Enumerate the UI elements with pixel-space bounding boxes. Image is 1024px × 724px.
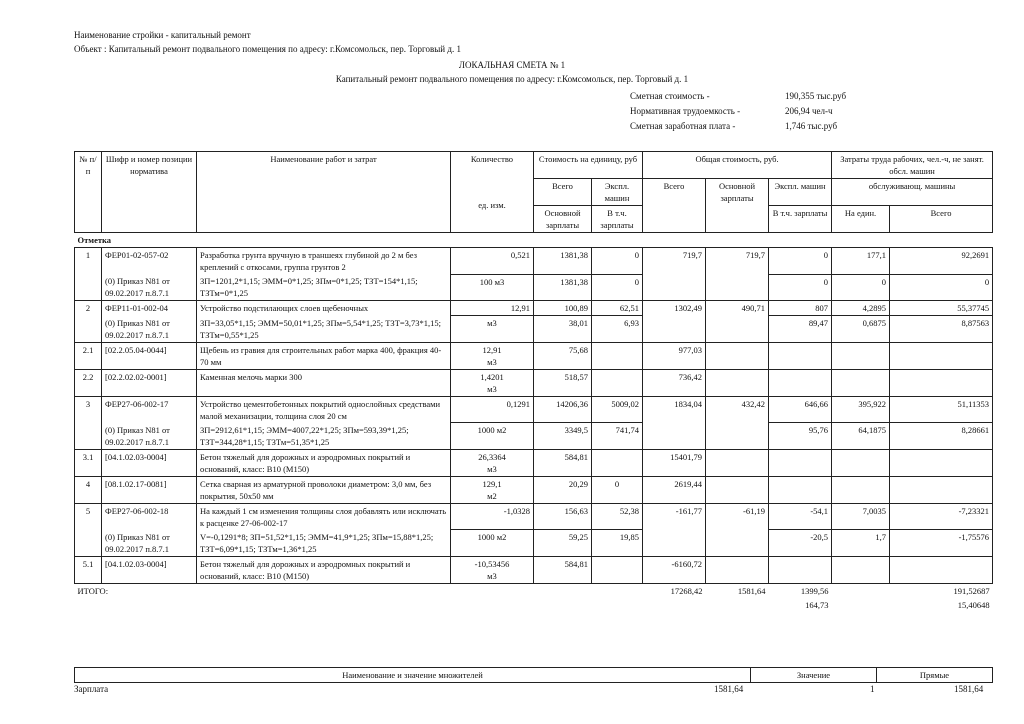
- multipliers-direct-header: Прямые: [877, 668, 993, 683]
- table-row: [75, 423, 993, 450]
- cell-unit-mach: 52,38: [592, 503, 643, 530]
- col-total-incl-header: В т.ч. зарплаты: [769, 206, 832, 233]
- table-row: [75, 556, 993, 583]
- cell-unit-incl: 741,74: [592, 423, 643, 450]
- cell-unit: м3: [487, 356, 497, 367]
- summary-wage-value: 1,746 тыс.руб: [785, 121, 838, 131]
- table-row: [75, 396, 993, 423]
- cell-labor-unit: 177,1: [832, 248, 890, 275]
- table-header-row: [75, 152, 993, 179]
- cell-labor-total: 55,37745: [890, 301, 993, 316]
- table-row: [75, 503, 993, 530]
- cell-labor-total: 51,11353: [890, 396, 993, 423]
- cell-name: Бетон тяжелый для дорожных и аэродромных покрытий и оснований, класс: В10 (М150): [197, 556, 451, 583]
- cell-unit-base: 38,01: [534, 316, 592, 343]
- cell-total-wage: 719,7: [706, 248, 769, 301]
- cell-code: ФЕР01-02-057-02: [102, 248, 197, 275]
- cell-unit-cost: 20,29: [534, 476, 592, 503]
- cell-name: Устройство цементобетонных покрытий однослойных средствами малой механизации, толщина слоя 20 см: [197, 396, 451, 423]
- cell-qty: 0,521: [451, 248, 534, 275]
- table-row: [75, 369, 993, 396]
- cell-labor-total: -7,23321: [890, 503, 993, 530]
- col-total-all-header: Всего: [643, 179, 706, 233]
- cell-unit-mach: 5009,02: [592, 396, 643, 423]
- cell-labor-unit: 0,6875: [832, 316, 890, 343]
- cell-code: (0) Приказ N81 от 09.02.2017 п.8.7.1: [102, 274, 197, 301]
- cell-total-incl: 89,47: [769, 316, 832, 343]
- estimate-subtitle: Капитальный ремонт подвального помещения по адресу: г.Комсомольск, пер. Торговый д. 1: [335, 74, 689, 84]
- cell-name: Сетка сварная из арматурной проволоки диаметром: 3,0 мм, без покрытия, 50х50 мм: [197, 476, 451, 503]
- col-name-header: Наименование работ и затрат: [197, 152, 451, 233]
- cell-unit-cost: 518,57: [534, 369, 592, 396]
- footer-value-1: 1581,64: [714, 684, 744, 694]
- cell-unit-base: 3349,5: [534, 423, 592, 450]
- table-row: [75, 274, 993, 301]
- cell-code: [04.1.02.03-0004]: [102, 556, 197, 583]
- col-unit-header: ед. изм.: [451, 179, 534, 233]
- cell-labor-total: 8,87563: [890, 316, 993, 343]
- cell-total-incl: 0: [769, 274, 832, 301]
- cell-name: ЗП=1201,2*1,15; ЭММ=0*1,25; ЗПм=0*1,25; ТЗТ=154*1,15; ТЗТм=0*1,25: [197, 274, 451, 301]
- section-label: Отметка: [75, 233, 993, 248]
- summary-labor-label: Нормативная трудоемкость -: [630, 106, 741, 116]
- totals-row-2: [75, 598, 993, 612]
- table-row: [75, 248, 993, 275]
- cell-total-cost: 736,42: [643, 369, 706, 396]
- summary-cost-value: 190,355 тыс.руб: [785, 91, 847, 101]
- cell-unit-incl: 0: [592, 274, 643, 301]
- cell-unit: 1000 м2: [451, 530, 534, 557]
- cell-labor-unit: 1,7: [832, 530, 890, 557]
- cell-unit: 100 м3: [451, 274, 534, 301]
- cell-unit-cost: 14206,36: [534, 396, 592, 423]
- cell-name: Щебень из гравия для строительных работ марка 400, фракция 40-70 мм: [197, 342, 451, 369]
- cell-unit-base: 59,25: [534, 530, 592, 557]
- cell-total-incl: 95,76: [769, 423, 832, 450]
- cell-qty: -10,53456: [474, 558, 510, 569]
- col-labor-header: Затраты труда рабочих, чел.-ч, не занят. обсл. машин: [832, 152, 993, 179]
- cell-num: 5.1: [75, 556, 102, 583]
- multipliers-name-header: Наименование и значение множителей: [75, 668, 751, 683]
- totals-mach: 1399,56: [800, 585, 829, 596]
- col-unit-expl-header: Экспл. машин: [592, 179, 643, 206]
- cell-num: 3: [75, 396, 102, 449]
- cell-total-mach: 807: [769, 301, 832, 316]
- table-row: [75, 476, 993, 503]
- cell-labor-total: 8,28661: [890, 423, 993, 450]
- cell-code: [04.1.02.03-0004]: [102, 449, 197, 476]
- construction-name: Наименование стройки - капитальный ремонт: [74, 30, 251, 40]
- cell-qty: 1,4201: [480, 371, 504, 382]
- cell-labor-unit: 64,1875: [832, 423, 890, 450]
- summary-labor-value: 206,94 чел-ч: [785, 106, 833, 116]
- cell-unit-mach: 0: [592, 248, 643, 275]
- col-total-cost-header: Общая стоимость, руб.: [643, 152, 832, 179]
- totals-cost: 17268,42: [670, 585, 703, 596]
- cell-labor-total: -1,75576: [890, 530, 993, 557]
- cell-unit: м3: [487, 570, 497, 581]
- cell-unit: м2: [487, 490, 497, 501]
- cell-num: 2: [75, 301, 102, 343]
- cell-qty: 12,91: [451, 301, 534, 316]
- totals-labor-2: 15,40648: [957, 599, 990, 610]
- col-labor-all-header: Всего: [890, 206, 993, 233]
- cell-code: ФЕР11-01-002-04: [102, 301, 197, 316]
- cell-code: [02.2.05.04-0044]: [102, 342, 197, 369]
- totals-wage: 1581,64: [737, 585, 766, 596]
- cell-code: ФЕР27-06-002-17: [102, 396, 197, 423]
- col-unit-all-header: Всего: [534, 179, 592, 206]
- col-labor-unit-header: На един.: [832, 206, 890, 233]
- totals-row: [75, 583, 993, 598]
- cell-unit-cost: 1381,38: [534, 248, 592, 275]
- cell-code: [02.2.02.02-0001]: [102, 369, 197, 396]
- cell-code: (0) Приказ N81 от 09.02.2017 п.8.7.1: [102, 530, 197, 557]
- cell-num: 2.1: [75, 342, 102, 369]
- cell-name: Каменная мелочь марки 300: [197, 369, 451, 396]
- col-code-header: Шифр и номер позиции норматива: [102, 152, 197, 233]
- cell-num: 1: [75, 248, 102, 301]
- cell-total-cost: 719,7: [643, 248, 706, 301]
- cell-labor-unit: 7,0035: [832, 503, 890, 530]
- cell-total-cost: 15401,79: [643, 449, 706, 476]
- cell-unit: м3: [487, 383, 497, 394]
- cell-num: 2.2: [75, 369, 102, 396]
- cell-unit-cost: 584,81: [534, 556, 592, 583]
- cell-labor-unit: 4,2895: [832, 301, 890, 316]
- table-row: [75, 449, 993, 476]
- cell-unit: м3: [487, 463, 497, 474]
- cell-qty: 12,91: [482, 344, 502, 355]
- estimate-table: [74, 151, 993, 612]
- estimate-title: ЛОКАЛЬНАЯ СМЕТА № 1: [458, 60, 566, 70]
- table-row: [75, 342, 993, 369]
- col-unit-incl-header: В т.ч. зарплаты: [592, 206, 643, 233]
- object-name: Объект : Капитальный ремонт подвального помещения по адресу: г.Комсомольск, пер. Торговый д. 1: [74, 44, 461, 54]
- cell-unit-cost: 584,81: [534, 449, 592, 476]
- col-qty-header: Количество: [451, 152, 534, 179]
- cell-unit-incl: 19,85: [592, 530, 643, 557]
- totals-incl: 164,73: [805, 599, 829, 610]
- cell-qty: 129,1: [482, 478, 502, 489]
- totals-labor: 191,52687: [953, 585, 990, 596]
- cell-name: Разработка грунта вручную в траншеях глубиной до 2 м без креплений с откосами, группа грунтов 2: [197, 248, 451, 275]
- cell-unit: 1000 м2: [451, 423, 534, 450]
- section-row: [75, 233, 993, 248]
- cell-total-mach: 646,66: [769, 396, 832, 423]
- cell-total-mach: 0: [769, 248, 832, 275]
- col-num-header: № п/п: [75, 152, 102, 233]
- cell-name: ЗП=2912,61*1,15; ЭММ=4007,22*1,25; ЗПм=593,39*1,25; ТЗТ=344,28*1,15; ТЗТм=51,35*1,25: [197, 423, 451, 450]
- col-total-expl-header: Экспл. машин: [769, 179, 832, 206]
- cell-unit-cost: 75,68: [534, 342, 592, 369]
- footer-value-2: 1: [870, 684, 875, 694]
- cell-name: Бетон тяжелый для дорожных и аэродромных покрытий и оснований, класс: В10 (М150): [197, 449, 451, 476]
- cell-name: На каждый 1 см изменения толщины слоя добавлять или исключать к расценке 27-06-002-17: [197, 503, 451, 530]
- summary-wage-label: Сметная заработная плата -: [630, 121, 736, 131]
- footer-value-3: 1581,64: [954, 684, 984, 694]
- cell-qty: 0,1291: [451, 396, 534, 423]
- cell-unit-cost: 156,63: [534, 503, 592, 530]
- cell-labor-total: 92,2691: [890, 248, 993, 275]
- cell-total-mach: -54,1: [769, 503, 832, 530]
- cell-total-cost: 1834,04: [643, 396, 706, 449]
- cell-code: [08.1.02.17-0081]: [102, 476, 197, 503]
- cell-code: (0) Приказ N81 от 09.02.2017 п.8.7.1: [102, 423, 197, 450]
- cell-labor-unit: 0: [832, 274, 890, 301]
- footer-label: Зарплата: [74, 684, 109, 694]
- cell-num: 5: [75, 503, 102, 556]
- cell-total-cost: 1302,49: [643, 301, 706, 343]
- cell-total-cost: -161,77: [643, 503, 706, 556]
- cell-total-wage: 432,42: [706, 396, 769, 449]
- cell-total-cost: 2619,44: [643, 476, 706, 503]
- cell-qty: -1,0328: [451, 503, 534, 530]
- table-row: [75, 301, 993, 316]
- col-total-base-header: Основной зарплаты: [706, 179, 769, 233]
- summary-cost-label: Сметная стоимость -: [630, 91, 710, 101]
- cell-name: ЗП=33,05*1,15; ЭММ=50,01*1,25; ЗПм=5,54*1,25; ТЗТ=3,73*1,15; ТЗТм=0,55*1,25: [197, 316, 451, 343]
- multipliers-value-header: Значение: [751, 668, 877, 683]
- cell-unit-mach: 0: [592, 476, 643, 503]
- cell-num: 3.1: [75, 449, 102, 476]
- cell-name: Устройство подстилающих слоев щебеночных: [197, 301, 451, 316]
- cell-name: V=-0,1291*8; ЗП=51,52*1,15; ЭММ=41,9*1,25; ЗПм=15,88*1,25; ТЗТ=6,09*1,15; ТЗТм=1,36*1,25: [197, 530, 451, 557]
- cell-labor-unit: 395,922: [832, 396, 890, 423]
- cell-unit: м3: [451, 316, 534, 343]
- col-service-header: обслуживающ. машины: [832, 179, 993, 206]
- table-row: [75, 530, 993, 557]
- cell-total-wage: -61,19: [706, 503, 769, 556]
- cell-total-cost: -6160,72: [643, 556, 706, 583]
- cell-num: 4: [75, 476, 102, 503]
- cell-total-wage: 490,71: [706, 301, 769, 343]
- cell-unit-cost: 100,89: [534, 301, 592, 316]
- cell-unit-mach: 62,51: [592, 301, 643, 316]
- cell-qty: 26,3364: [478, 451, 506, 462]
- cell-unit-incl: 6,93: [592, 316, 643, 343]
- cell-labor-total: 0: [890, 274, 993, 301]
- cell-total-incl: -20,5: [769, 530, 832, 557]
- cell-unit-base: 1381,38: [534, 274, 592, 301]
- multipliers-table: [74, 667, 993, 683]
- cell-code: ФЕР27-06-002-18: [102, 503, 197, 530]
- table-row: [75, 316, 993, 343]
- col-unit-base-header: Основной зарплаты: [534, 206, 592, 233]
- col-unit-cost-header: Стоимость на единицу, руб: [534, 152, 643, 179]
- cell-total-cost: 977,03: [643, 342, 706, 369]
- cell-code: (0) Приказ N81 от 09.02.2017 п.8.7.1: [102, 316, 197, 343]
- totals-label: ИТОГО:: [77, 585, 109, 596]
